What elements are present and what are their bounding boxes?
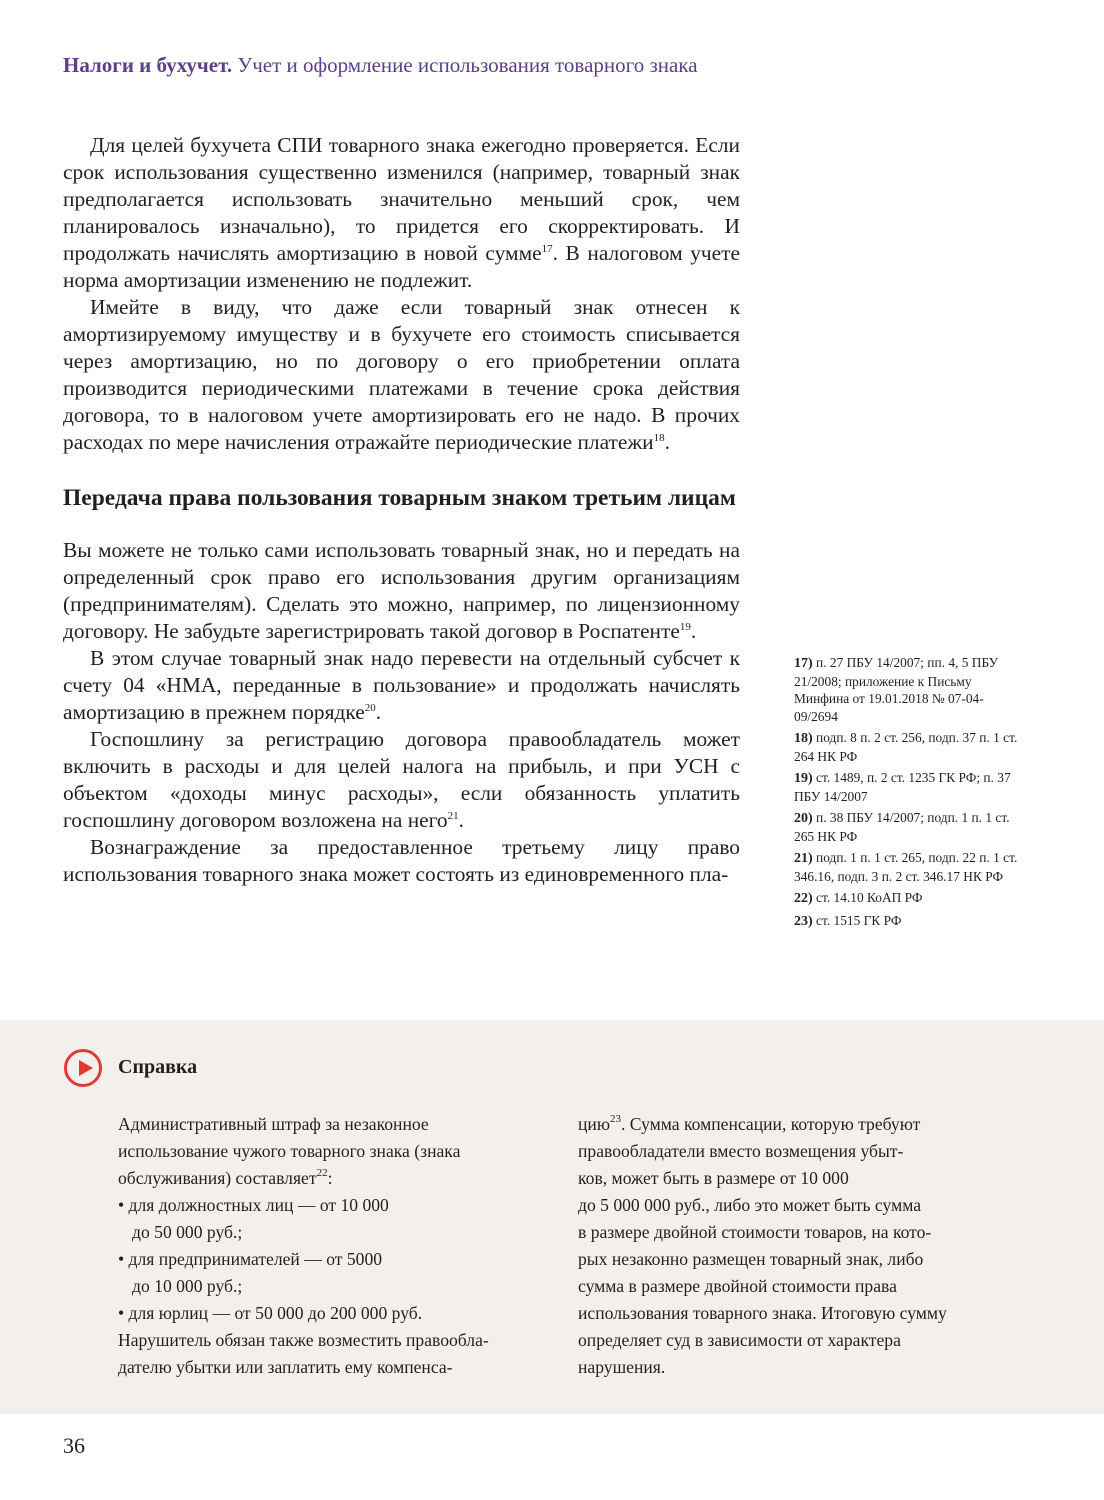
paragraph: Вы можете не только сами использовать товарный знак, но и передать на определенный срок право его использования другим организациям (предпринимателям). Сделать это можно, например, по лицензионному договору. Не забудьте зарегистрировать такой договор в Роспатенте$^{19}$. — [63, 538, 740, 643]
footnotes — [794, 654, 1019, 934]
page-number: 36 — [63, 1433, 85, 1458]
footnote-ref[interactable]: 19 — [679, 621, 691, 633]
list-item: • для предпринимателей — от 5000 — [118, 1249, 383, 1269]
paragraph: Имейте в виду, что даже если товарный знак отнесен к амортизируемому имуществу и в бухучете его стоимость списывается через амортизацию, но по договору о его приобретении оплата производится периодическими платежами в течение срока действия договора, то в налоговом учете амортизировать его не надо. В прочих расходах по мере начисления отражайте периодические платежи$^{18}$. — [63, 295, 740, 454]
footnote: 18) подп. 8 п. 2 ст. 256, подп. 37 п. 1 ст. 264 НК РФ — [794, 730, 1018, 764]
footnote: 22) ст. 14.10 КоАП РФ — [794, 890, 923, 906]
info-box-right-column: цию$^{23}$. Сумма компенсации, которую требуют правообладатели вместо возмещения убыт- ков, может быть в размере от 10 000 до 5 000 000 руб., либо это может быть сумма в размере двойной стоимости товаров, на кото- рых незаконно размещен товарный знак, либо сумма в размере двойной стоимости права использования товарного знака. Итоговую сумму определяет суд в зависимости от характера нарушения. — [578, 1113, 947, 1377]
footnote-ref[interactable]: 23 — [609, 1113, 621, 1125]
footnote-ref[interactable]: 18 — [653, 432, 665, 444]
footnote-ref[interactable]: 22 — [316, 1167, 328, 1179]
paragraph: Госпошлину за регистрацию договора правообладатель может включить в расходы и для целей налога на прибыль, и при УСН с объектом «доходы минус расходы», если обязанность уплатить госпошлину договором возложена на него$^{21}$. — [63, 727, 740, 832]
footnote-ref[interactable]: 21 — [447, 810, 459, 822]
play-icon — [64, 1049, 102, 1087]
list-item: • для должностных лиц — от 10 000 — [118, 1195, 389, 1215]
running-header — [63, 53, 1063, 78]
footnote: 17) п. 27 ПБУ 14/2007; пп. 4, 5 ПБУ 21/2008; приложение к Письму Минфина от 19.01.2018 № 07-04-09/2694 — [794, 655, 999, 724]
footnote-ref[interactable]: 20 — [364, 702, 376, 714]
footnote: 21) подп. 1 п. 1 ст. 265, подп. 22 п. 1 ст. 346.16, подп. 3 п. 2 ст. 346.17 НК РФ — [794, 850, 1018, 884]
header-title: Учет и оформление использования товарного знака — [237, 53, 698, 77]
info-box-left-column: Административный штраф за незаконное использование чужого товарного знака (знака обслуживания) составляет$^{22}$: • для должностных лиц — от 10 000 до 50 000 руб.; • для предпринимателей — от 5000 до 10 000 руб.; • для юрлиц — от 50 000 до 200 000 руб. Нарушитель обязан также возместить правообла- дателю убытки или заплатить ему компенса- — [118, 1111, 528, 1381]
paragraph: Для целей бухучета СПИ товарного знака ежегодно проверяется. Если срок использования существенно изменился (например, товарный знак предполагается использовать значительно меньший срок, чем планировалось изначально), то придется его скорректировать. И продолжать начислять амортизацию в новой сумме$^{17}$. В налоговом учете норма амортизации изменению не подлежит. — [63, 133, 740, 292]
footnote: 20) п. 38 ПБУ 14/2007; подп. 1 п. 1 ст. 265 НК РФ — [794, 810, 1010, 844]
main-text — [63, 132, 740, 888]
info-box-title: Справка — [118, 1056, 198, 1078]
footnote: 19) ст. 1489, п. 2 ст. 1235 ГК РФ; п. 37 ПБУ 14/2007 — [794, 770, 1011, 804]
section-heading: Передача права пользования товарным знаком третьим лицам — [63, 485, 736, 511]
paragraph: В этом случае товарный знак надо перевести на отдельный субсчет к счету 04 «НМА, переданные в пользование» и продолжать начислять амортизацию в прежнем порядке$^{20}$. — [63, 646, 740, 724]
paragraph: Вознаграждение за предоставленное третьему лицу право использования товарного знака может состоять из единовременного пла- — [63, 835, 740, 886]
list-item: • для юрлиц — от 50 000 до 200 000 руб. — [118, 1303, 423, 1323]
footnote: 23) ст. 1515 ГК РФ — [794, 912, 902, 929]
footnote-ref[interactable]: 17 — [541, 243, 553, 255]
header-section: Налоги и бухучет. — [63, 53, 233, 77]
